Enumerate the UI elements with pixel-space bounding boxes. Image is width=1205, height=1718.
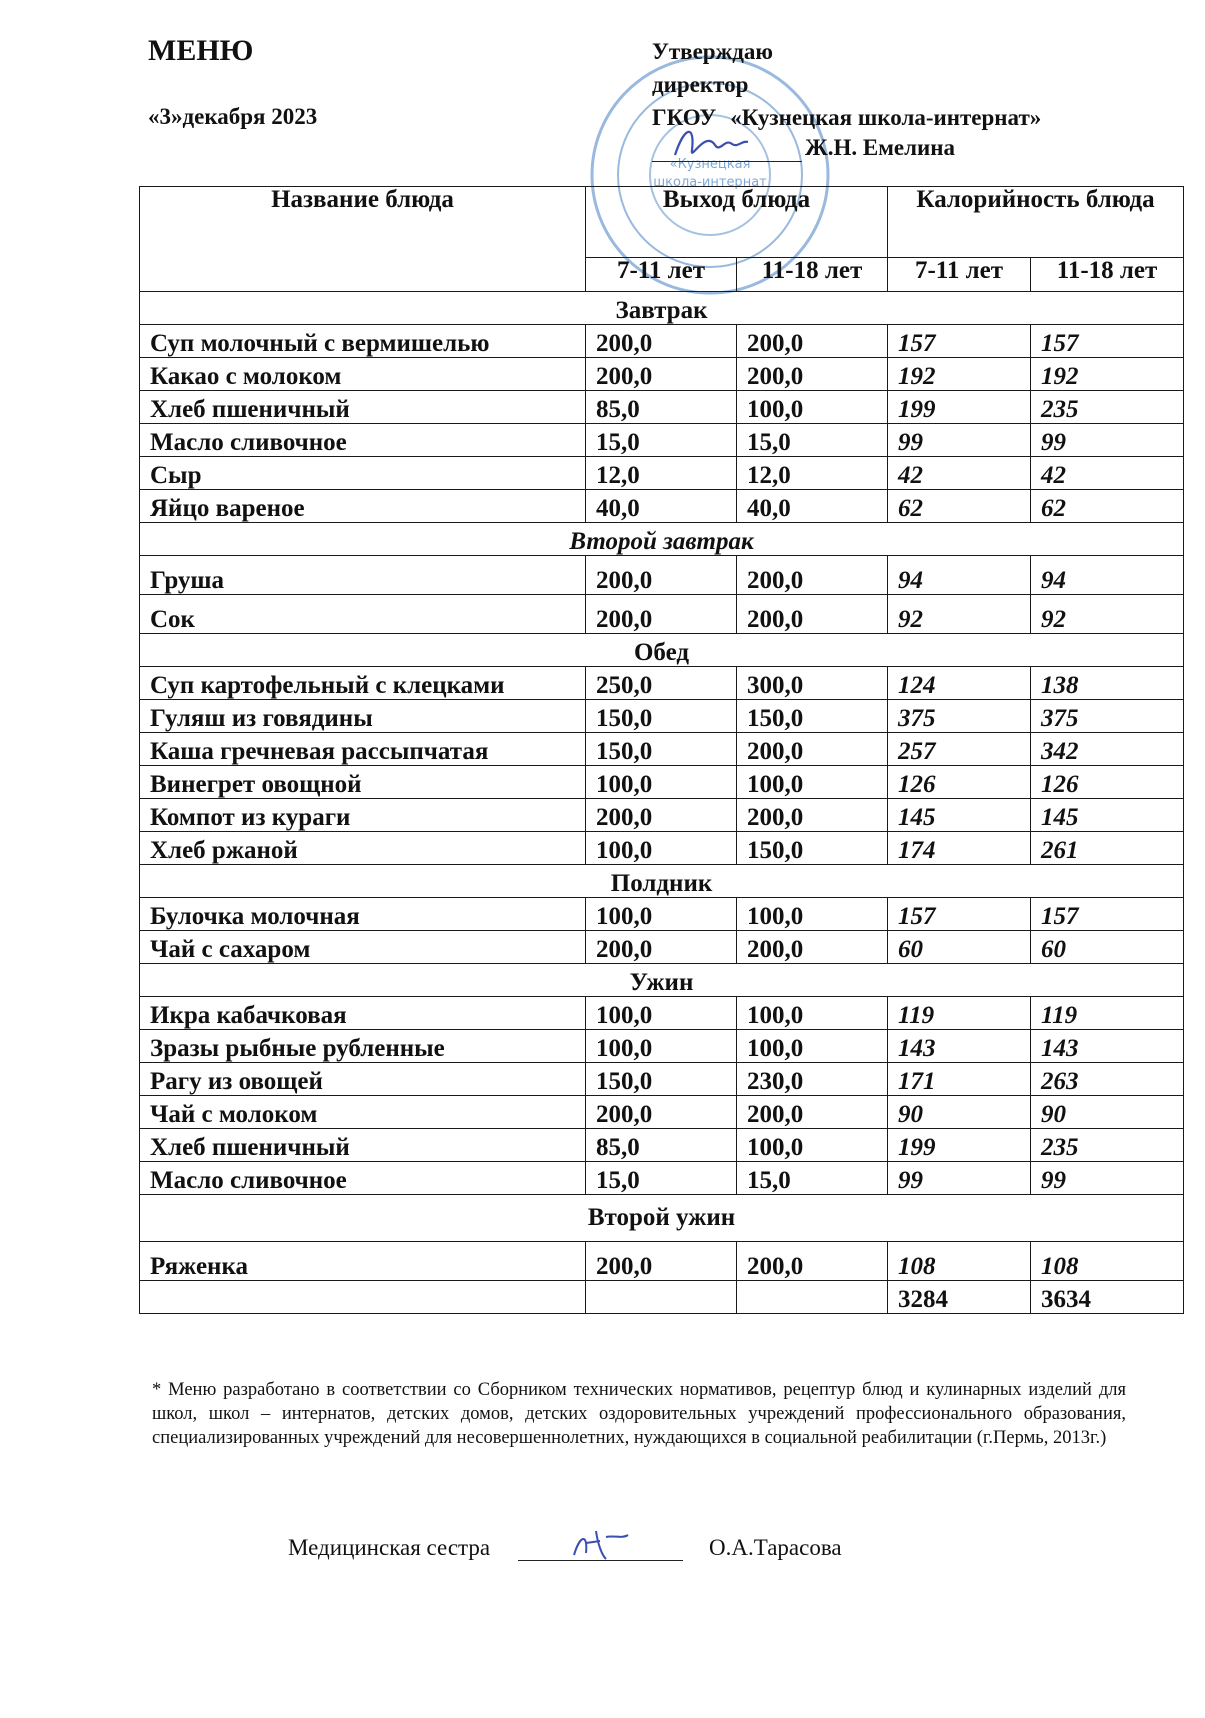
output-11-18: 150,0 — [737, 832, 888, 865]
section-title: Второй завтрак — [140, 523, 1184, 556]
kcal-11-18: 126 — [1031, 766, 1184, 799]
kcal-7-11: 119 — [888, 997, 1031, 1030]
output-11-18: 150,0 — [737, 700, 888, 733]
kcal-11-18: 99 — [1031, 1162, 1184, 1195]
kcal-11-18: 157 — [1031, 325, 1184, 358]
col-header-age: 11-18 лет — [1031, 258, 1184, 292]
director-name: Ж.Н. Емелина — [805, 135, 956, 160]
stamp-title-text: «Кузнецкая — [669, 157, 751, 172]
table-row — [140, 997, 1184, 1030]
col-header-age: 11-18 лет — [737, 258, 888, 292]
output-11-18: 100,0 — [737, 898, 888, 931]
kcal-11-18: 261 — [1031, 832, 1184, 865]
dish-name: Какао с молоком — [140, 358, 586, 391]
dish-name: Суп молочный с вермишелью — [140, 325, 586, 358]
section-row — [140, 634, 1184, 667]
table-row — [140, 1030, 1184, 1063]
table-row — [140, 556, 1184, 595]
table-row — [140, 1242, 1184, 1281]
output-7-11: 85,0 — [586, 391, 737, 424]
output-11-18: 200,0 — [737, 1242, 888, 1281]
output-11-18: 15,0 — [737, 1162, 888, 1195]
totals-row — [140, 1281, 1184, 1314]
table-row — [140, 733, 1184, 766]
kcal-7-11: 157 — [888, 898, 1031, 931]
section-row — [140, 865, 1184, 898]
kcal-7-11: 192 — [888, 358, 1031, 391]
dish-name: Чай с сахаром — [140, 931, 586, 964]
section-title: Ужин — [140, 964, 1184, 997]
output-11-18: 200,0 — [737, 931, 888, 964]
kcal-11-18: 138 — [1031, 667, 1184, 700]
output-11-18: 100,0 — [737, 1030, 888, 1063]
output-11-18: 15,0 — [737, 424, 888, 457]
kcal-7-11: 257 — [888, 733, 1031, 766]
kcal-7-11: 99 — [888, 1162, 1031, 1195]
nurse-label: Медицинская сестра — [288, 1535, 491, 1560]
page-title: МЕНЮ — [148, 34, 254, 67]
kcal-7-11: 174 — [888, 832, 1031, 865]
output-11-18: 200,0 — [737, 595, 888, 634]
footnote: * Меню разработано в соответствии со Сборником технических нормативов, рецептур блюд и кулинарных изделий для школ, школ – интернатов, детских домов, детских оздоровительных учреждений профессионального образования, специализированных учреждений для несовершеннолетних, нуждающихся в социальной реабилитации (г.Пермь, 2013г.) — [152, 1380, 1126, 1448]
kcal-7-11: 171 — [888, 1063, 1031, 1096]
dish-name: Ряженка — [140, 1242, 586, 1281]
table-row — [140, 700, 1184, 733]
table-row — [140, 1162, 1184, 1195]
output-7-11: 12,0 — [586, 457, 737, 490]
kcal-7-11: 124 — [888, 667, 1031, 700]
output-11-18: 40,0 — [737, 490, 888, 523]
menu-date: «3»декабря 2023 — [148, 104, 318, 129]
section-row — [140, 964, 1184, 997]
kcal-7-11: 92 — [888, 595, 1031, 634]
table-row — [140, 931, 1184, 964]
table-row — [140, 424, 1184, 457]
output-11-18: 230,0 — [737, 1063, 888, 1096]
table-row — [140, 1063, 1184, 1096]
dish-name: Хлеб ржаной — [140, 832, 586, 865]
output-7-11: 100,0 — [586, 997, 737, 1030]
table-row — [140, 1096, 1184, 1129]
kcal-7-11: 90 — [888, 1096, 1031, 1129]
kcal-7-11: 157 — [888, 325, 1031, 358]
table-row — [140, 766, 1184, 799]
output-11-18: 200,0 — [737, 733, 888, 766]
output-11-18: 200,0 — [737, 358, 888, 391]
kcal-7-11: 62 — [888, 490, 1031, 523]
output-7-11: 250,0 — [586, 667, 737, 700]
kcal-7-11: 145 — [888, 799, 1031, 832]
dish-name: Зразы рыбные рубленные — [140, 1030, 586, 1063]
total-kcal-7-11: 3284 — [888, 1281, 1031, 1314]
stamp-subtitle-text: школа-интернат — [653, 175, 767, 190]
dish-name: Суп картофельный с клецками — [140, 667, 586, 700]
dish-name: Булочка молочная — [140, 898, 586, 931]
section-row — [140, 292, 1184, 325]
table-row — [140, 667, 1184, 700]
section-title: Обед — [140, 634, 1184, 667]
output-7-11: 100,0 — [586, 898, 737, 931]
kcal-11-18: 62 — [1031, 490, 1184, 523]
nurse-signature-icon — [566, 1525, 636, 1565]
nurse-name: О.А.Тарасова — [709, 1535, 842, 1560]
kcal-11-18: 235 — [1031, 1129, 1184, 1162]
output-7-11: 100,0 — [586, 832, 737, 865]
total-kcal-11-18: 3634 — [1031, 1281, 1184, 1314]
dish-name: Компот из кураги — [140, 799, 586, 832]
output-11-18: 200,0 — [737, 1096, 888, 1129]
kcal-11-18: 263 — [1031, 1063, 1184, 1096]
kcal-11-18: 342 — [1031, 733, 1184, 766]
kcal-11-18: 119 — [1031, 997, 1184, 1030]
dish-name: Рагу из овощей — [140, 1063, 586, 1096]
kcal-11-18: 157 — [1031, 898, 1184, 931]
output-7-11: 85,0 — [586, 1129, 737, 1162]
director-signature-icon — [670, 120, 750, 170]
dish-name: Икра кабачковая — [140, 997, 586, 1030]
dish-name: Масло сливочное — [140, 1162, 586, 1195]
section-title: Завтрак — [140, 292, 1184, 325]
output-7-11: 200,0 — [586, 799, 737, 832]
dish-name: Масло сливочное — [140, 424, 586, 457]
kcal-11-18: 42 — [1031, 457, 1184, 490]
output-7-11: 200,0 — [586, 358, 737, 391]
output-7-11: 150,0 — [586, 1063, 737, 1096]
section-row — [140, 523, 1184, 556]
section-title: Второй ужин — [140, 1195, 1184, 1242]
table-row — [140, 832, 1184, 865]
output-11-18: 200,0 — [737, 325, 888, 358]
kcal-7-11: 94 — [888, 556, 1031, 595]
output-11-18: 100,0 — [737, 997, 888, 1030]
output-7-11: 40,0 — [586, 490, 737, 523]
col-header-dish: Название блюда — [140, 187, 586, 292]
output-11-18: 100,0 — [737, 1129, 888, 1162]
section-title: Полдник — [140, 865, 1184, 898]
kcal-11-18: 108 — [1031, 1242, 1184, 1281]
output-7-11: 200,0 — [586, 556, 737, 595]
table-row — [140, 595, 1184, 634]
org-abbr: ГКОУ — [652, 105, 717, 130]
empty-cell — [586, 1281, 737, 1314]
menu-table — [139, 186, 1184, 1314]
output-7-11: 150,0 — [586, 733, 737, 766]
empty-cell — [140, 1281, 586, 1314]
kcal-7-11: 126 — [888, 766, 1031, 799]
output-11-18: 100,0 — [737, 391, 888, 424]
output-7-11: 150,0 — [586, 700, 737, 733]
dish-name: Сыр — [140, 457, 586, 490]
table-row — [140, 457, 1184, 490]
output-11-18: 300,0 — [737, 667, 888, 700]
kcal-11-18: 60 — [1031, 931, 1184, 964]
output-11-18: 200,0 — [737, 799, 888, 832]
output-7-11: 200,0 — [586, 1096, 737, 1129]
dish-name: Гуляш из говядины — [140, 700, 586, 733]
table-row — [140, 1129, 1184, 1162]
kcal-11-18: 192 — [1031, 358, 1184, 391]
kcal-7-11: 199 — [888, 391, 1031, 424]
section-row — [140, 1195, 1184, 1242]
kcal-11-18: 375 — [1031, 700, 1184, 733]
approval-line-2: директор — [652, 72, 749, 97]
col-header-calories: Калорийность блюда — [888, 187, 1184, 258]
kcal-11-18: 235 — [1031, 391, 1184, 424]
table-row — [140, 391, 1184, 424]
table-row — [140, 490, 1184, 523]
output-7-11: 15,0 — [586, 1162, 737, 1195]
dish-name: Сок — [140, 595, 586, 634]
output-7-11: 200,0 — [586, 931, 737, 964]
kcal-7-11: 375 — [888, 700, 1031, 733]
output-7-11: 200,0 — [586, 1242, 737, 1281]
output-7-11: 100,0 — [586, 1030, 737, 1063]
kcal-7-11: 108 — [888, 1242, 1031, 1281]
dish-name: Хлеб пшеничный — [140, 1129, 586, 1162]
output-11-18: 12,0 — [737, 457, 888, 490]
table-row — [140, 799, 1184, 832]
dish-name: Каша гречневая рассыпчатая — [140, 733, 586, 766]
kcal-11-18: 94 — [1031, 556, 1184, 595]
table-row — [140, 325, 1184, 358]
col-header-age: 7-11 лет — [586, 258, 737, 292]
output-11-18: 200,0 — [737, 556, 888, 595]
kcal-11-18: 99 — [1031, 424, 1184, 457]
kcal-7-11: 60 — [888, 931, 1031, 964]
kcal-7-11: 99 — [888, 424, 1031, 457]
kcal-7-11: 199 — [888, 1129, 1031, 1162]
output-11-18: 100,0 — [737, 766, 888, 799]
output-7-11: 15,0 — [586, 424, 737, 457]
output-7-11: 100,0 — [586, 766, 737, 799]
kcal-11-18: 92 — [1031, 595, 1184, 634]
kcal-11-18: 145 — [1031, 799, 1184, 832]
empty-cell — [737, 1281, 888, 1314]
col-header-age: 7-11 лет — [888, 258, 1031, 292]
kcal-7-11: 42 — [888, 457, 1031, 490]
table-row — [140, 898, 1184, 931]
kcal-11-18: 90 — [1031, 1096, 1184, 1129]
dish-name: Груша — [140, 556, 586, 595]
menu-body — [140, 292, 1184, 1314]
output-7-11: 200,0 — [586, 595, 737, 634]
dish-name: Хлеб пшеничный — [140, 391, 586, 424]
org-name: «Кузнецкая школа-интернат» — [730, 105, 1042, 130]
dish-name: Чай с молоком — [140, 1096, 586, 1129]
kcal-11-18: 143 — [1031, 1030, 1184, 1063]
output-7-11: 200,0 — [586, 325, 737, 358]
kcal-7-11: 143 — [888, 1030, 1031, 1063]
col-header-output: Выход блюда — [586, 187, 888, 258]
table-row — [140, 358, 1184, 391]
dish-name: Винегрет овощной — [140, 766, 586, 799]
approval-line-1: Утверждаю — [652, 39, 773, 64]
dish-name: Яйцо вареное — [140, 490, 586, 523]
